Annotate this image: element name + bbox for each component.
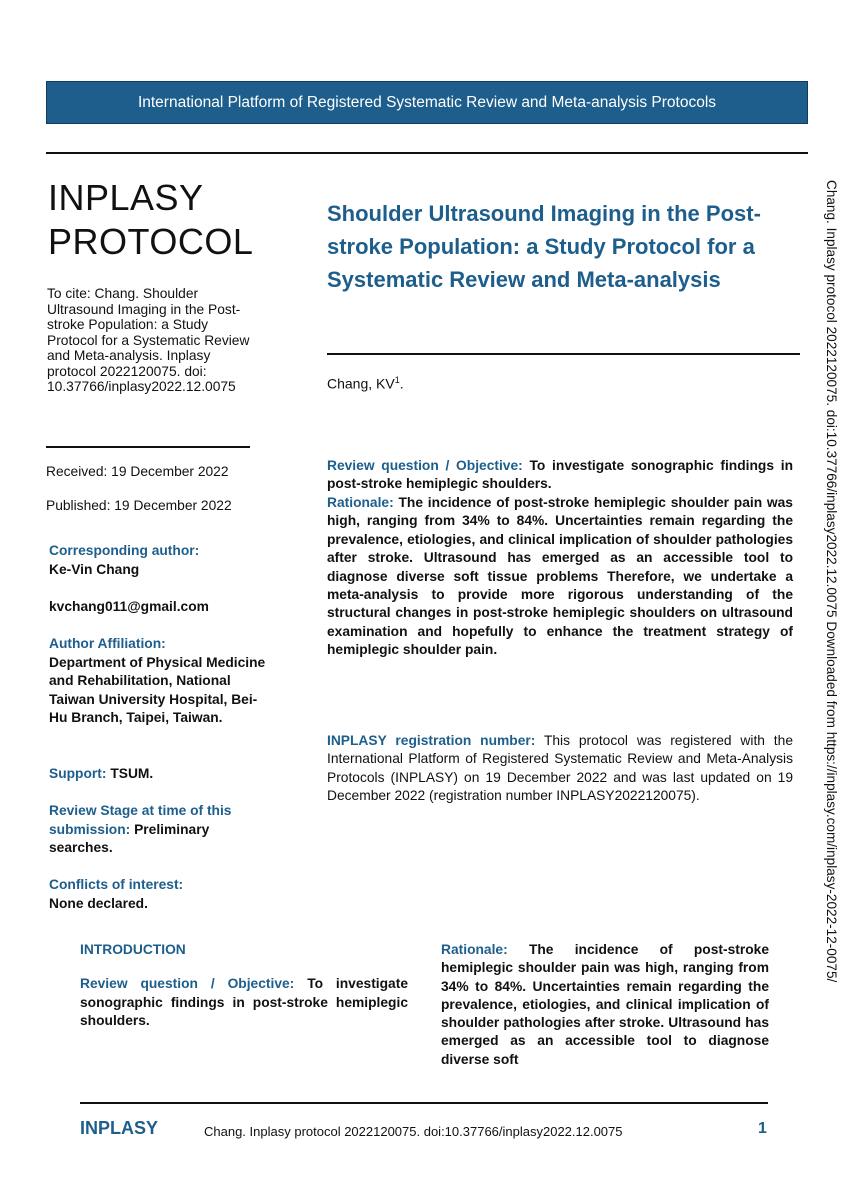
- author-affiliation-mark: 1: [394, 375, 400, 385]
- top-divider: [46, 152, 808, 154]
- page-number: 1: [758, 1120, 767, 1137]
- objective-text: To investigate sonographic findings in post-stroke hemiplegic shoulders.: [327, 458, 794, 492]
- title-divider: [327, 353, 800, 355]
- stage-label: Review Stage at time of this submission:: [49, 803, 232, 837]
- support-text: TSUM.: [110, 766, 154, 781]
- author-name: Chang, KV: [327, 375, 395, 392]
- intro-objective-text: To investigate sonographic findings in post-stroke hemiplegic shoulders.: [80, 976, 408, 1028]
- intro-column-left: [80, 941, 408, 1030]
- registration-label: INPLASY registration number:: [327, 733, 536, 748]
- objective-label: Review question / Objective:: [327, 458, 523, 473]
- vertical-download-note: [822, 180, 840, 1060]
- vertical-note-text: Chang. Inplasy protocol 2022120075. doi:10.37766/inplasy2022.12.0075 Downloaded from https://inplasy.com/inplasy-2022-12-0075/: [824, 180, 839, 983]
- citation-text: To cite: Chang. Shoulder Ultrasound Imaging in the Post-stroke Population: a Study Protocol for a Systematic Review and Meta-analysis. Inplasy protocol 2022120075. doi: 10.37766/inplasy2022.12.0075: [47, 286, 250, 394]
- author-line: [327, 375, 404, 392]
- footer-citation: Chang. Inplasy protocol 2022120075. doi:10.37766/inplasy2022.12.0075: [204, 1124, 623, 1139]
- sidebar-divider: [46, 446, 250, 448]
- intro-heading: INTRODUCTION: [80, 942, 186, 957]
- stage-text: Preliminary searches.: [49, 821, 210, 855]
- rationale-text: The incidence of post-stroke hemiplegic shoulder pain was high, ranging from 34% to 84%. Uncertainties remain regarding the prevalence, etiologies, and clinical implication of shoulder pathologies after stroke. Ultrasound has emerged as an accessible tool to diagnose diverse soft tissue problems Therefore, we undertake a meta-analysis to provide more rigorous understanding of the structural changes in post-stroke hemiplegic shoulders on ultrasound examination and hopefully to enhance the treatment strategy of hemiplegic shoulder pain.: [327, 495, 793, 658]
- rationale-label: Rationale:: [327, 495, 394, 510]
- footer-divider: [80, 1102, 768, 1104]
- corresponding-name: Ke-Vin Chang: [49, 561, 140, 577]
- header-banner: [46, 81, 808, 124]
- affiliation-label: Author Affiliation:: [49, 636, 166, 651]
- received-date: Received: 19 December 2022: [46, 464, 229, 479]
- published-date: Published: 19 December 2022: [46, 498, 232, 513]
- protocol-line-1: INPLASY: [48, 177, 204, 218]
- intro-objective: [80, 975, 408, 1030]
- registration-block: [327, 732, 793, 806]
- article-title: Shoulder Ultrasound Imaging in the Post-stroke Population: a Study Protocol for a Systematic Review and Meta-analysis: [327, 201, 761, 292]
- conflicts-text: None declared.: [49, 895, 148, 911]
- registration-text: This protocol was registered with the International Platform of Registered Systematic Review and Meta-Analysis Protocols (INPLASY) on 19 December 2022 and was last updated on 19 December 2022 (registration number INPLASY2022120075).: [327, 733, 793, 804]
- support-block: [49, 765, 274, 784]
- intro-column-right: [441, 941, 769, 1069]
- affiliation-text: Department of Physical Medicine and Rehabilitation, National Taiwan University Hospital, Bei-Hu Branch, Taipei, Taiwan.: [49, 654, 266, 725]
- author-email[interactable]: kvchang011@gmail.com: [49, 599, 209, 614]
- intro-rationale-label: Rationale:: [441, 942, 508, 957]
- protocol-line-2: PROTOCOL: [48, 221, 254, 262]
- corresponding-label: Corresponding author:: [49, 543, 200, 558]
- conflicts-block: [49, 876, 274, 913]
- abstract-objective: [327, 457, 793, 494]
- protocol-heading: [48, 176, 253, 264]
- footer-brand: INPLASY: [80, 1118, 159, 1138]
- author-end: .: [399, 375, 404, 392]
- intro-rationale-text: The incidence of post-stroke hemiplegic shoulder pain was high, ranging from 34% to 84%. Uncertainties remain regarding the prevalence, etiologies, and clinical implication of shoulder pathologies after stroke. Ultrasound has emerged as an accessible tool to diagnose diverse soft: [441, 942, 769, 1067]
- intro-objective-label: Review question / Objective:: [80, 976, 295, 992]
- corresponding-author: [49, 542, 274, 579]
- author-affiliation: [49, 635, 274, 728]
- review-stage-block: [49, 802, 274, 858]
- support-label: Support:: [49, 766, 107, 781]
- banner-text: International Platform of Registered Systematic Review and Meta-analysis Protocols: [137, 93, 717, 111]
- abstract-rationale: [327, 494, 793, 660]
- conflicts-label: Conflicts of interest:: [49, 877, 184, 892]
